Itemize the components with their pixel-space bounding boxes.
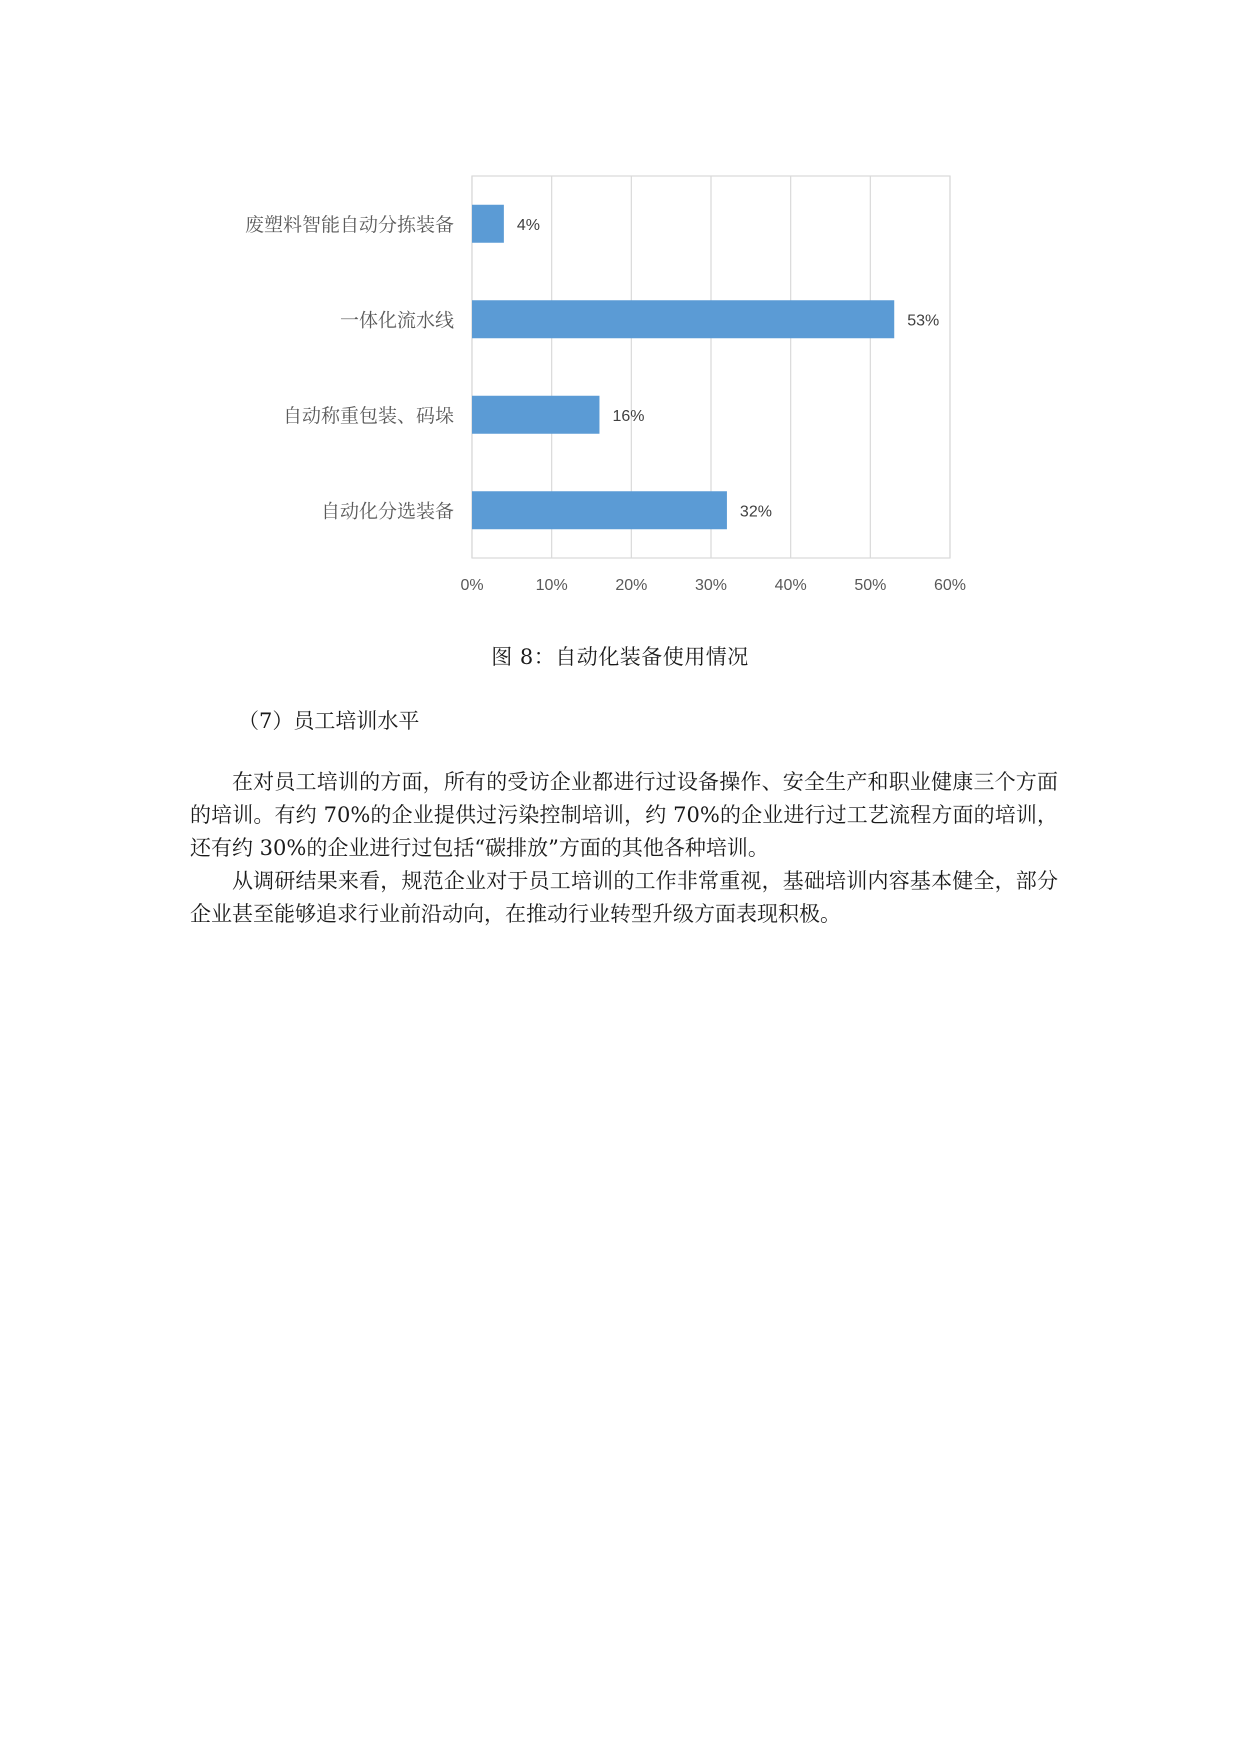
body-text xyxy=(190,766,1058,931)
section-heading: （7）员工培训水平 xyxy=(238,709,420,733)
category-label: 自动称重包装、码垛 xyxy=(282,404,454,427)
data-label: 32% xyxy=(739,503,772,521)
data-label: 16% xyxy=(612,407,645,425)
bar-chart xyxy=(0,0,1240,620)
x-tick-label: 40% xyxy=(774,577,807,594)
bar xyxy=(472,205,504,243)
x-tick-label: 60% xyxy=(933,577,967,594)
data-label: 53% xyxy=(907,312,940,330)
chart-canvas xyxy=(0,0,1240,620)
category-label: 一体化流水线 xyxy=(339,309,454,332)
paragraph: 从调研结果来看，规范企业对于员工培训的工作非常重视，基础培训内容基本健全，部分企业甚至能够追求行业前沿动向，在推动行业转型升级方面表现积极。 xyxy=(190,869,1058,926)
bar xyxy=(472,491,727,529)
x-tick-label: 20% xyxy=(615,577,648,594)
figure-caption: 图 8：自动化装备使用情况 xyxy=(491,645,749,669)
x-tick-label: 30% xyxy=(694,577,728,594)
x-tick-label: 50% xyxy=(854,577,887,594)
paragraph: 在对员工培训的方面，所有的受访企业都进行过设备操作、安全生产和职业健康三个方面的培训。有约 70%的企业提供过污染控制培训，约 70%的企业进行过工艺流程方面的培训，还有约 30%的企业进行过包括“碳排放”方面的其他各种培训。 xyxy=(190,770,1058,860)
category-label: 废塑料智能自动分拣装备 xyxy=(244,213,454,236)
bar xyxy=(472,300,894,338)
x-tick-label: 0% xyxy=(460,577,484,594)
x-tick-label: 10% xyxy=(535,577,568,594)
bar xyxy=(472,396,599,434)
data-label: 4% xyxy=(516,216,540,234)
category-label: 自动化分选装备 xyxy=(320,500,454,523)
